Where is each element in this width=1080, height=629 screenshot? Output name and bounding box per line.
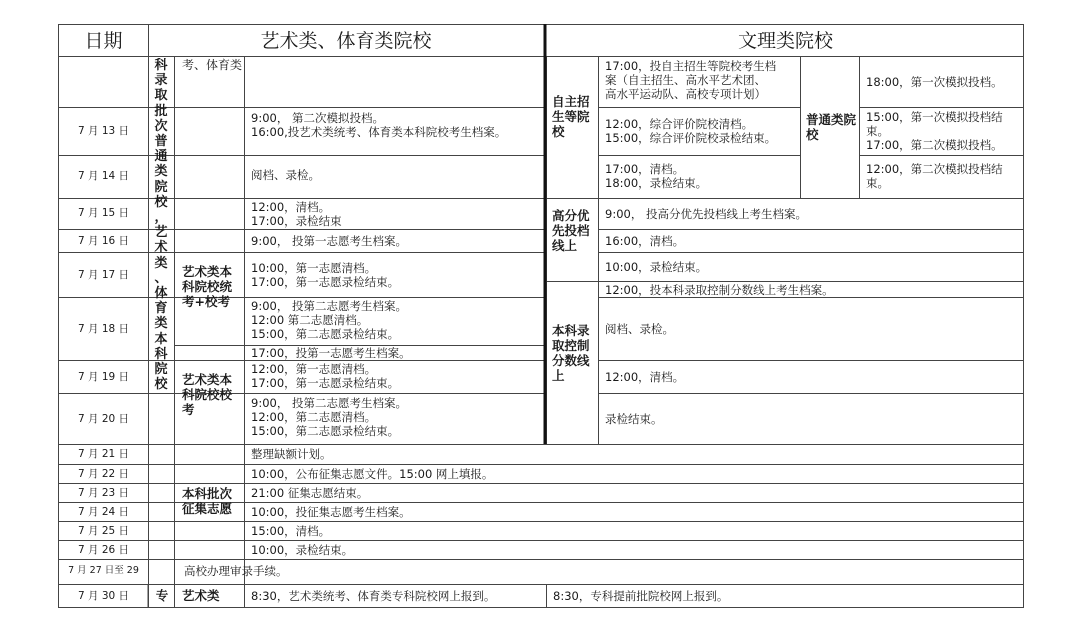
- cell-supplement: 10:00，公布征集志愿文件。15:00 网上填报。: [251, 467, 494, 481]
- line: 束。: [866, 124, 889, 138]
- sub-label-sports: 考、体育类: [182, 58, 242, 72]
- vertical-label-char: 校: [154, 194, 168, 210]
- cell-high-score-a: 9:00， 投高分优先投档线上考生档案。: [605, 207, 807, 221]
- line: 16:00,投艺术类统考、体育类本科院校考生档案。: [251, 125, 507, 139]
- line: 18:00，录检结束。: [605, 176, 708, 190]
- label-control-line: 本科录取控制分数线上: [552, 323, 590, 383]
- cell-general-c: [860, 162, 1023, 190]
- date-cell: 7 月 27 日至 29: [68, 565, 139, 576]
- cell-left-18: [245, 299, 543, 341]
- vertical-label-char: 本: [154, 331, 168, 347]
- label-art-zhuan: 艺术类: [182, 588, 220, 603]
- cell-left-17: [245, 261, 543, 289]
- vertical-label-char: 育: [154, 301, 168, 317]
- line: 10:00，第一志愿清档。: [251, 261, 377, 275]
- line: 12:00，清档。: [251, 200, 331, 214]
- cell-high-score-b: 16:00，清档。: [605, 234, 685, 248]
- cell-general-b: [860, 110, 1023, 152]
- line: 12:00，综合评价院校清档。: [605, 117, 754, 131]
- cell-supplement: 10:00，录检结束。: [251, 543, 354, 557]
- line: 17:00，第二次模拟投档。: [866, 138, 1003, 152]
- date-cell: 7 月 17 日: [77, 269, 130, 281]
- line: 15:00，第二志愿录检结束。: [251, 327, 400, 341]
- cell-left-14: 阅档、录检。: [251, 168, 320, 182]
- line: 案（自主招生、高水平艺术团、: [605, 73, 766, 87]
- cell-row-27-29: 高校办理审录手续。: [184, 564, 288, 578]
- date-cell: 7 月 19 日: [77, 371, 130, 383]
- vertical-label-char: 术: [154, 240, 168, 256]
- cell-left-19: [245, 362, 543, 390]
- date-cell: 7 月 21 日: [77, 448, 130, 460]
- sub-label-art-joint: 艺术类本科院校统考+校考: [182, 264, 233, 309]
- vertical-label-char: 普: [154, 134, 168, 150]
- date-cell: 7 月 16 日: [77, 235, 130, 247]
- cell-supplement: 10:00，投征集志愿考生档案。: [251, 505, 411, 519]
- vertical-label-char: 体: [154, 286, 168, 302]
- cell-left-19a: 17:00，投第一志愿考生档案。: [251, 346, 411, 360]
- cell-independent-b: [599, 117, 799, 145]
- date-cell: 7 月 24 日: [77, 506, 130, 518]
- vertical-label-char: 、: [154, 270, 168, 286]
- vertical-label-char: 取: [154, 88, 168, 104]
- cell-control-b: 阅档、录检。: [605, 322, 674, 336]
- cell-row-30-left: 8:30，艺术类统考、体育类专科院校网上报到。: [251, 589, 496, 603]
- vertical-label-char: 校: [154, 377, 168, 393]
- left-vertical-label: [150, 58, 172, 442]
- line: 15:00，综合评价院校录检结束。: [605, 131, 777, 145]
- header-arts-sports: 艺术类、体育类院校: [260, 30, 432, 52]
- vertical-label-char: 类: [154, 164, 168, 180]
- date-cell: 7 月 22 日: [77, 468, 130, 480]
- line: 12:00，第一志愿清档。: [251, 362, 377, 376]
- label-zhuan: 专: [155, 588, 169, 603]
- cell-general-a: 18:00，第一次模拟投档。: [866, 75, 1003, 89]
- header-date: 日期: [84, 30, 123, 52]
- date-cell: 7 月 13 日: [77, 125, 130, 137]
- cell-left-20: [245, 396, 543, 438]
- date-cell: 7 月 14 日: [77, 170, 130, 182]
- vertical-label-char: 通: [154, 149, 168, 165]
- cell-supplement: 15:00，清档。: [251, 524, 331, 538]
- date-cell: 7 月 23 日: [77, 487, 130, 499]
- line: 9:00， 投第二志愿考生档案。: [251, 299, 407, 313]
- cell-left-13: [245, 111, 543, 139]
- vertical-label-char: ，: [154, 210, 168, 226]
- line: 束。: [866, 176, 889, 190]
- vertical-label-char: 院: [154, 179, 168, 195]
- cell-independent-a: [599, 59, 799, 101]
- line: 高水平运动队、高校专项计划）: [605, 87, 766, 101]
- line: 9:00， 第二次模拟投档。: [251, 111, 384, 125]
- cell-left-15: [245, 200, 543, 228]
- line: 17:00，第一志愿录检结束。: [251, 275, 400, 289]
- header-science: 文理类院校: [737, 30, 833, 52]
- label-independent: 自主招生等院校: [552, 94, 590, 139]
- date-cell: 7 月 30 日: [77, 590, 130, 602]
- sub-label-supplement: 本科批次征集志愿: [182, 486, 233, 516]
- vertical-label-char: 录: [154, 73, 168, 89]
- line: 12:00，第二次模拟投档结: [866, 162, 1003, 176]
- line: 15:00，第一次模拟投档结: [866, 110, 1003, 124]
- vertical-label-char: 科: [154, 58, 168, 73]
- line: 15:00，第二志愿录检结束。: [251, 424, 400, 438]
- label-general: 普通类院校: [806, 112, 856, 142]
- cell-control-a: 12:00，投本科录取控制分数线上考生档案。: [605, 283, 834, 297]
- line: 9:00， 投第二志愿考生档案。: [251, 396, 407, 410]
- date-cell: 7 月 18 日: [77, 323, 130, 335]
- line: 12:00 第二志愿清档。: [251, 313, 369, 327]
- vertical-label-char: 批: [154, 103, 168, 119]
- cell-control-d: 录检结束。: [605, 412, 663, 426]
- cell-row-30-right: 8:30，专科提前批院校网上报到。: [553, 589, 729, 603]
- cell-control-c: 12:00，清档。: [605, 370, 685, 384]
- vertical-label-char: 类: [154, 255, 168, 271]
- line: 17:00，清档。: [605, 162, 685, 176]
- vertical-label-char: 科: [154, 346, 168, 362]
- cell-high-score-c: 10:00，录检结束。: [605, 260, 708, 274]
- cell-independent-c: [599, 162, 799, 190]
- date-cell: 7 月 20 日: [77, 413, 130, 425]
- cell-left-16: 9:00， 投第一志愿考生档案。: [251, 234, 407, 248]
- sub-label-art-school: 艺术类本科院校校考: [182, 372, 233, 417]
- date-cell: 7 月 26 日: [77, 544, 130, 556]
- vertical-label-char: 次: [154, 118, 168, 134]
- line: 17:00，录检结束: [251, 214, 342, 228]
- cell-supplement: 整理缺额计划。: [251, 447, 332, 461]
- line: 12:00，第二志愿清档。: [251, 410, 377, 424]
- label-high-score: 高分优先投档线上: [552, 208, 590, 253]
- date-cell: 7 月 15 日: [77, 207, 130, 219]
- line: 17:00，投自主招生等院校考生档: [605, 59, 777, 73]
- vertical-label-char: 类: [154, 316, 168, 332]
- line: 17:00，第一志愿录检结束。: [251, 376, 400, 390]
- cell-supplement: 21:00 征集志愿结束。: [251, 486, 369, 500]
- vertical-label-char: 艺: [154, 225, 168, 241]
- date-cell: 7 月 25 日: [77, 525, 130, 537]
- vertical-label-char: 院: [154, 362, 168, 378]
